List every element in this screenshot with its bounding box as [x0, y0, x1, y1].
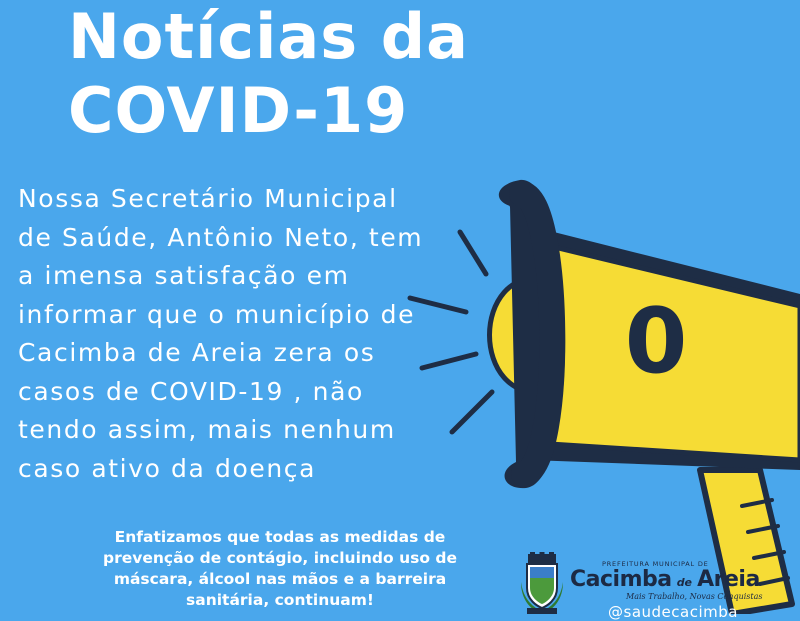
coat-of-arms-icon [521, 552, 563, 614]
social-handle: @saudecacimba [608, 603, 738, 621]
footer-line: Enfatizamos que todas as medidas de [114, 528, 446, 546]
logo-word-3: Areia [697, 567, 760, 592]
announcement-line: a imensa satisfação em [18, 261, 350, 290]
announcement-line: de Saúde, Antônio Neto, tem [18, 222, 424, 252]
footer-line: prevenção de contágio, incluindo uso de [103, 549, 457, 567]
logo-word-1: Cacimba [570, 567, 672, 592]
announcement-line: tendo assim, mais nenhum [18, 415, 396, 444]
case-count-label: 0 [624, 289, 688, 394]
announcement-line: Cacimba de Areia zera os [18, 338, 376, 367]
municipality-logo [516, 548, 800, 621]
announcement-line: caso ativo da doença [18, 453, 317, 483]
logo-word-2: de [676, 576, 693, 589]
logo-slogan: Mais Trabalho, Novas Conquistas [626, 592, 763, 601]
title-line-2: COVID-19 [68, 74, 409, 147]
logo-label: PREFEITURA MUNICIPAL DE [602, 560, 709, 568]
announcement-line: casos de COVID-19 , não [18, 376, 364, 406]
footer-line: sanitária, continuam! [186, 591, 374, 609]
footer-line: máscara, álcool nas mãos e a barreira [113, 570, 447, 588]
title-line-1: Notícias da [68, 0, 469, 73]
logo-wordmark [570, 567, 760, 592]
announcement-line: Nossa Secretário Municipal [18, 184, 398, 213]
announcement-line: informar que o município de [18, 299, 416, 329]
footer-notice [60, 527, 500, 611]
page-title [68, 0, 469, 148]
